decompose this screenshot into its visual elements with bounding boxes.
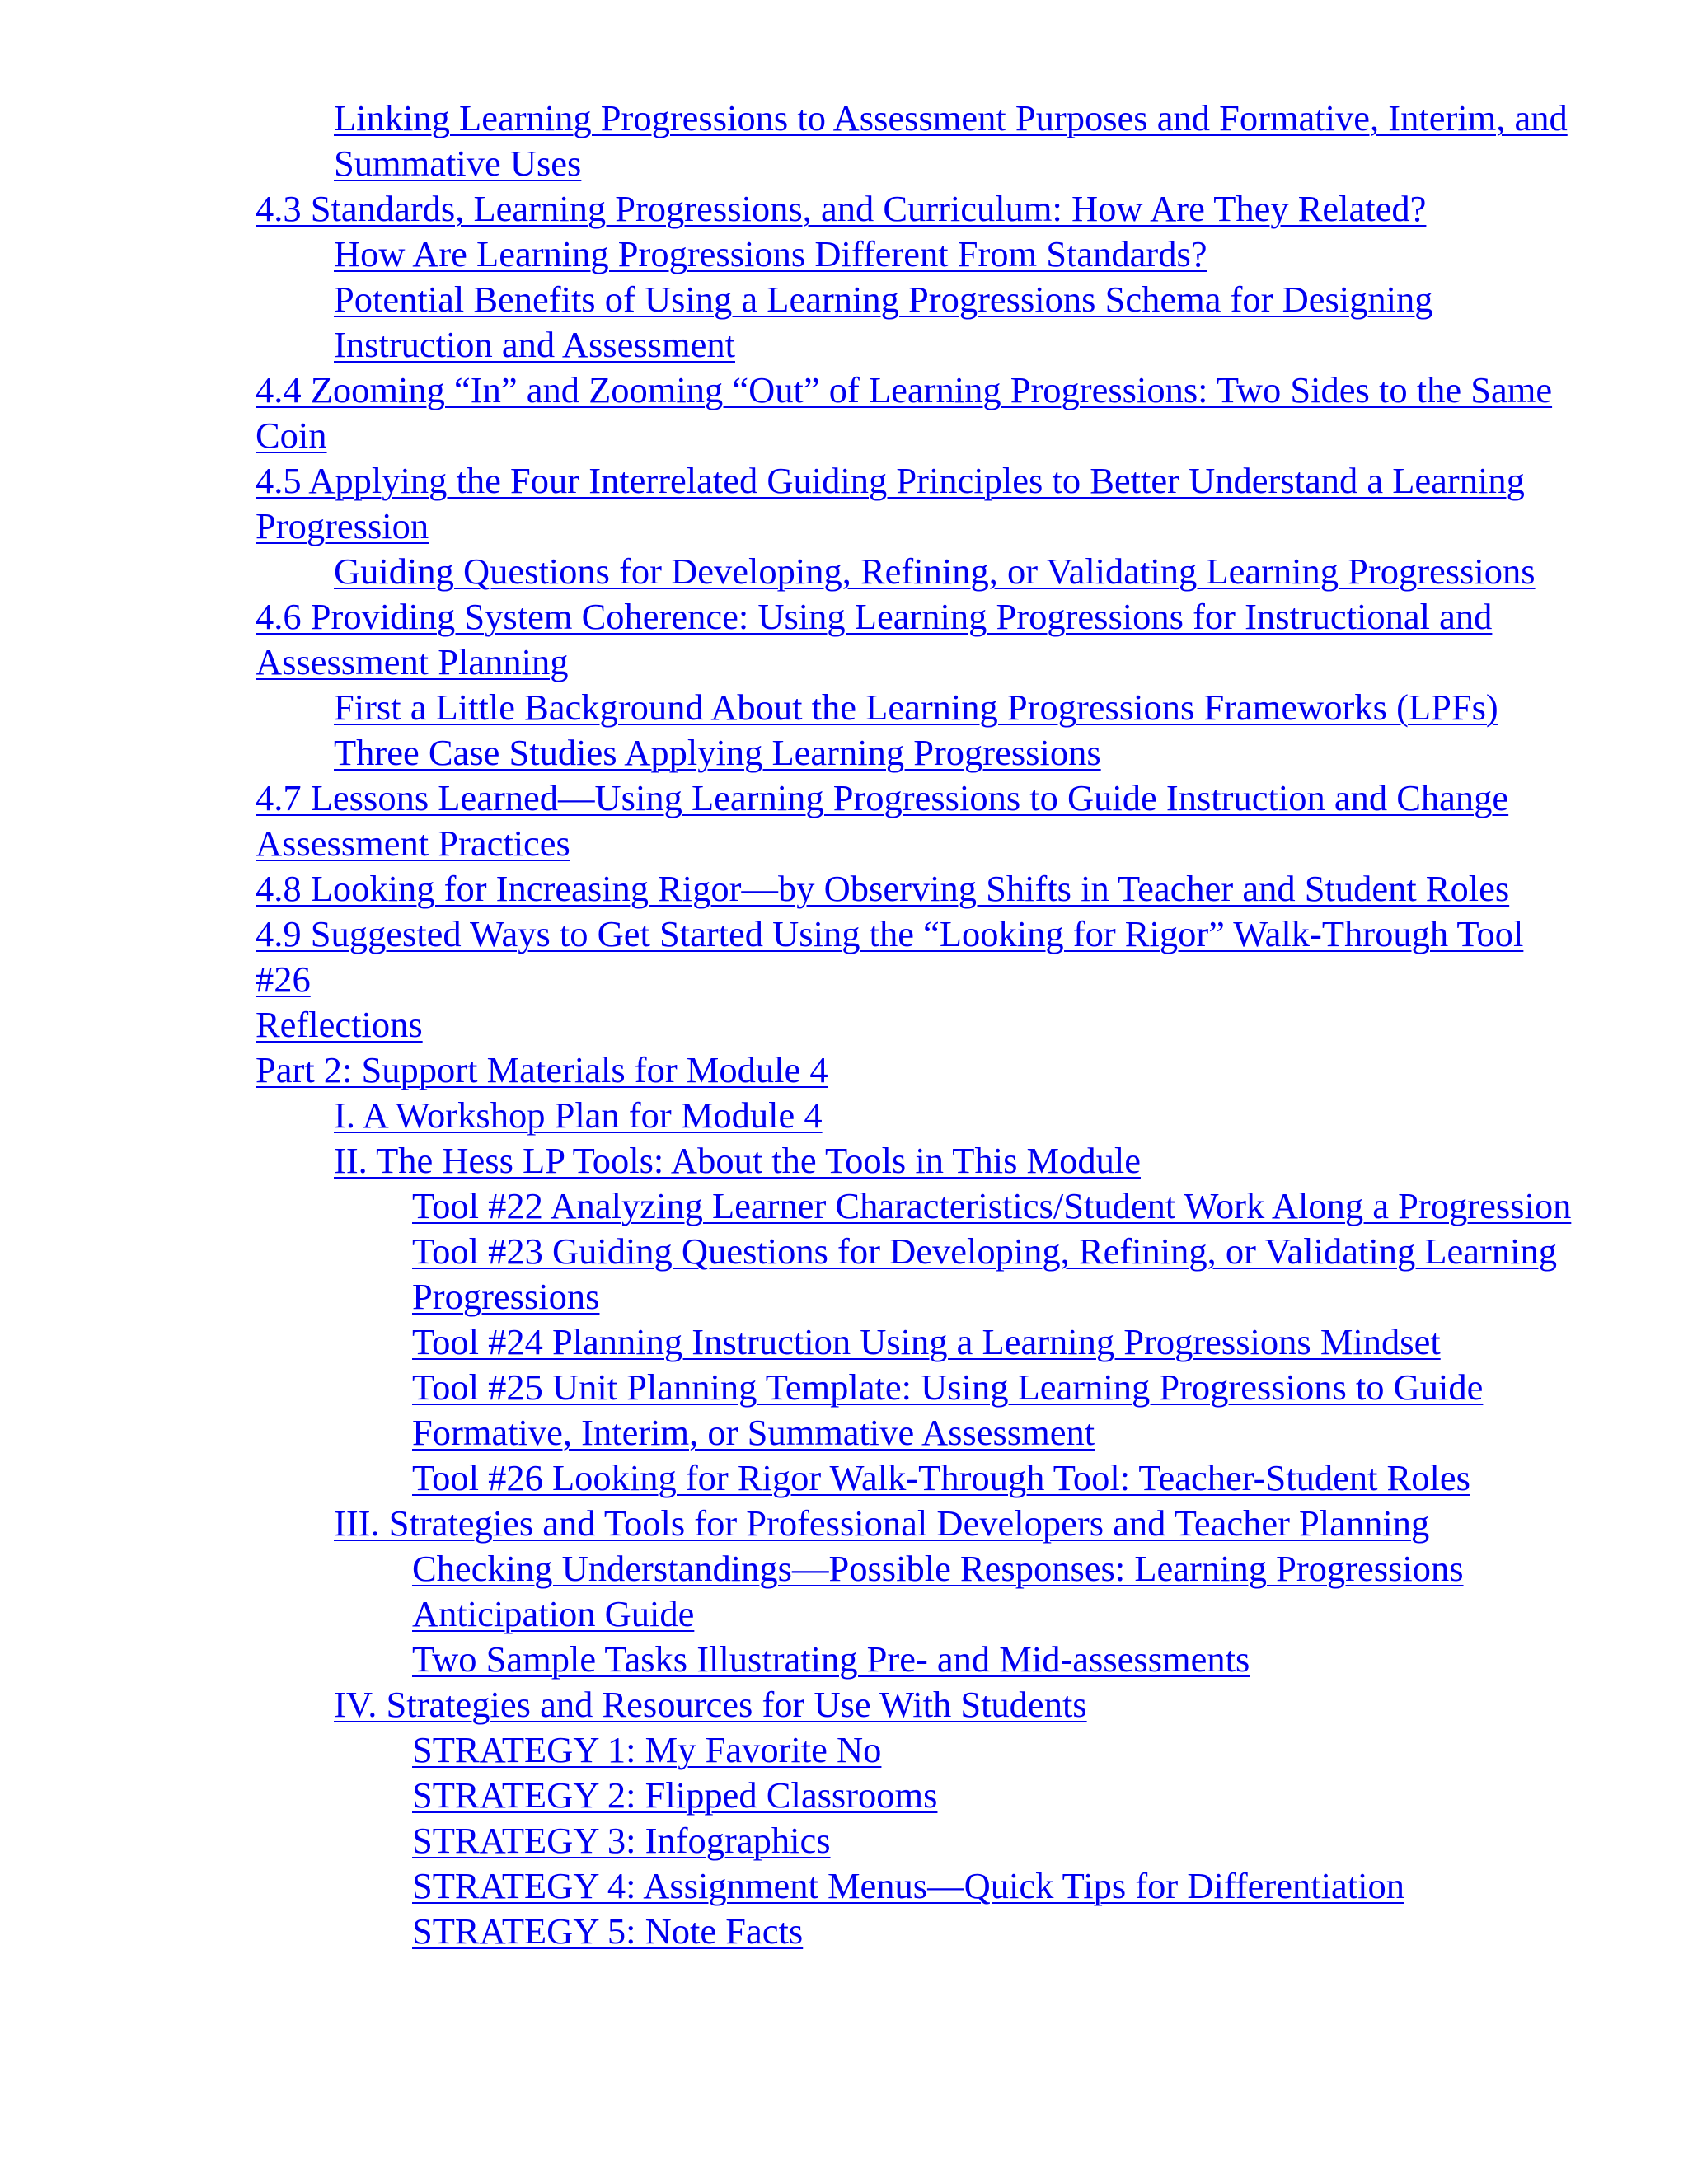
toc-link[interactable]: How Are Learning Progressions Different From Standards?	[334, 233, 1207, 274]
toc-link[interactable]: STRATEGY 2: Flipped Classrooms	[412, 1774, 938, 1816]
toc-link[interactable]: Checking Understandings—Possible Responses: Learning Progressions Anticipation Guide	[412, 1548, 1464, 1634]
table-of-contents	[0, 96, 1688, 1954]
toc-link[interactable]: Tool #25 Unit Planning Template: Using Learning Progressions to Guide Formative, Interim, or Summative Assessment	[412, 1366, 1484, 1453]
toc-link[interactable]: First a Little Background About the Learning Progressions Frameworks (LPFs)	[334, 687, 1498, 728]
toc-link[interactable]: Tool #23 Guiding Questions for Developing, Refining, or Validating Learning Progressions	[412, 1230, 1557, 1317]
toc-link[interactable]: STRATEGY 5: Note Facts	[412, 1910, 804, 1952]
toc-link[interactable]: 4.7 Lessons Learned—Using Learning Progressions to Guide Instruction and Change Assessment Practices	[256, 777, 1509, 864]
toc-link[interactable]: Tool #22 Analyzing Learner Characteristics/Student Work Along a Progression	[412, 1185, 1572, 1226]
toc-link[interactable]: Three Case Studies Applying Learning Progressions	[334, 732, 1101, 773]
toc-link[interactable]: I. A Workshop Plan for Module 4	[334, 1094, 823, 1136]
toc-link[interactable]: Potential Benefits of Using a Learning Progressions Schema for Designing Instruction and Assessment	[334, 279, 1433, 365]
toc-link[interactable]: Two Sample Tasks Illustrating Pre- and Mid-assessments	[412, 1638, 1250, 1680]
toc-link[interactable]: III. Strategies and Tools for Professional Developers and Teacher Planning	[334, 1502, 1430, 1544]
toc-link[interactable]: Linking Learning Progressions to Assessment Purposes and Formative, Interim, and Summative Uses	[334, 97, 1568, 184]
toc-link[interactable]: Reflections	[256, 1004, 423, 1045]
toc-link[interactable]: 4.3 Standards, Learning Progressions, and Curriculum: How Are They Related?	[256, 188, 1427, 229]
toc-link[interactable]: 4.9 Suggested Ways to Get Started Using the “Looking for Rigor” Walk-Through Tool #26	[256, 913, 1524, 1000]
toc-link[interactable]: Tool #26 Looking for Rigor Walk-Through Tool: Teacher-Student Roles	[412, 1457, 1470, 1498]
toc-link[interactable]: Tool #24 Planning Instruction Using a Learning Progressions Mindset	[412, 1321, 1441, 1362]
toc-link[interactable]: STRATEGY 4: Assignment Menus—Quick Tips for Differentiation	[412, 1865, 1404, 1906]
toc-link[interactable]: 4.6 Providing System Coherence: Using Learning Progressions for Instructional and Assessment Planning	[256, 596, 1493, 682]
toc-link[interactable]: Part 2: Support Materials for Module 4	[256, 1049, 828, 1090]
toc-link[interactable]: II. The Hess LP Tools: About the Tools in This Module	[334, 1140, 1141, 1181]
toc-link[interactable]: IV. Strategies and Resources for Use With Students	[334, 1684, 1087, 1725]
toc-link[interactable]: 4.8 Looking for Increasing Rigor—by Observing Shifts in Teacher and Student Roles	[256, 868, 1510, 909]
toc-link[interactable]: STRATEGY 1: My Favorite No	[412, 1729, 882, 1770]
toc-link[interactable]: STRATEGY 3: Infographics	[412, 1820, 831, 1861]
toc-link[interactable]: 4.4 Zooming “In” and Zooming “Out” of Learning Progressions: Two Sides to the Same Coin	[256, 369, 1553, 456]
toc-link[interactable]: Guiding Questions for Developing, Refining, or Validating Learning Progressions	[334, 551, 1536, 592]
toc-link[interactable]: 4.5 Applying the Four Interrelated Guiding Principles to Better Understand a Learning Progression	[256, 460, 1525, 546]
